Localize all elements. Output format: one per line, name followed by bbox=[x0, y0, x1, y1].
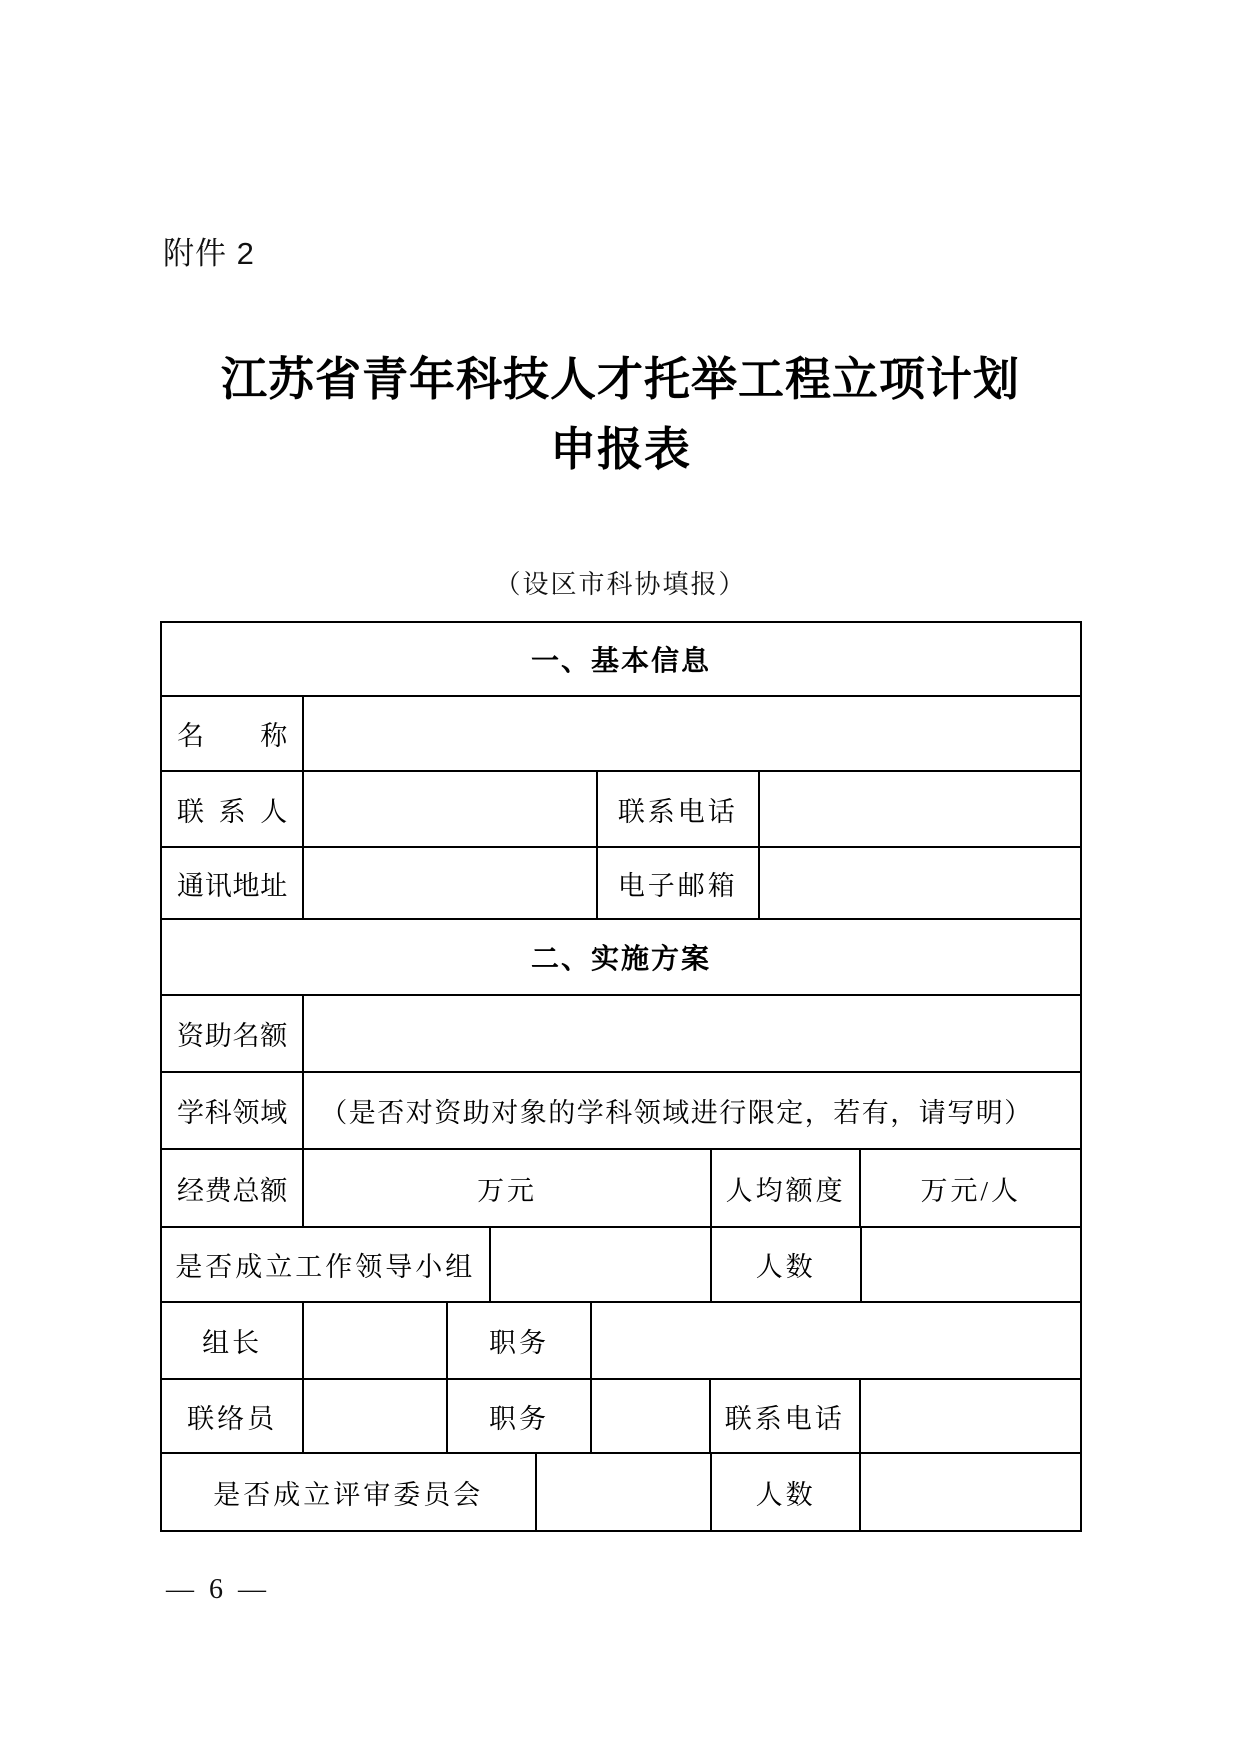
email-value-cell bbox=[760, 848, 1080, 918]
address-label: 通讯地址 bbox=[177, 870, 288, 901]
title-line-2: 申报表 bbox=[550, 424, 691, 475]
application-form-table bbox=[160, 621, 1082, 1532]
review-committee-label: 是否成立评审委员会 bbox=[162, 1454, 537, 1530]
table-row bbox=[162, 772, 1080, 848]
address-label-cell bbox=[162, 848, 304, 918]
subject-field-label-cell bbox=[162, 1073, 304, 1148]
liaison-position-label: 职务 bbox=[448, 1380, 591, 1452]
contact-phone-label: 联系电话 bbox=[598, 772, 760, 846]
liaison-phone-value-cell bbox=[861, 1380, 1080, 1452]
group-leader-position-value-cell bbox=[592, 1303, 1080, 1378]
table-row bbox=[162, 1073, 1080, 1150]
table-row bbox=[162, 1303, 1080, 1380]
total-budget-label-cell bbox=[162, 1150, 304, 1226]
attachment-label: 附件 2 bbox=[163, 236, 255, 271]
address-value-cell bbox=[304, 848, 598, 918]
group-leader-position-label: 职务 bbox=[448, 1303, 591, 1378]
liaison-position-value-cell bbox=[592, 1380, 711, 1452]
review-committee-value-cell bbox=[537, 1454, 712, 1530]
funding-quota-label: 资助名额 bbox=[177, 1021, 288, 1051]
table-row bbox=[162, 996, 1080, 1073]
page-number: — 6 — bbox=[166, 1574, 266, 1605]
group-leader-name-cell bbox=[304, 1303, 448, 1378]
contact-person-label: 联系人 bbox=[177, 796, 288, 827]
funding-quota-label-cell bbox=[162, 996, 304, 1071]
per-capita-unit: 万元/人 bbox=[920, 1175, 1021, 1206]
table-row bbox=[162, 1150, 1080, 1228]
liaison-name-cell bbox=[304, 1380, 448, 1452]
funding-quota-value-cell bbox=[304, 996, 1080, 1071]
total-budget-unit: 万元 bbox=[304, 1150, 712, 1226]
document-title bbox=[0, 345, 1241, 485]
contact-person-value-cell bbox=[304, 772, 598, 846]
title-line-1: 江苏省青年科技人才托举工程立项计划 bbox=[221, 354, 1020, 405]
contact-person-label-cell bbox=[162, 772, 304, 846]
per-capita-label: 人均额度 bbox=[712, 1150, 862, 1226]
leading-group-value-cell bbox=[491, 1228, 712, 1301]
review-headcount-label: 人数 bbox=[712, 1454, 862, 1530]
group-leader-label: 组长 bbox=[162, 1303, 304, 1378]
table-row bbox=[162, 848, 1080, 920]
liaison-phone-label: 联系电话 bbox=[711, 1380, 861, 1452]
section-1-header: 一、基本信息 bbox=[530, 645, 711, 676]
section-2-header: 二、实施方案 bbox=[530, 943, 711, 974]
name-value-cell bbox=[304, 697, 1080, 770]
name-label-cell bbox=[162, 697, 304, 770]
subject-field-label: 学科领域 bbox=[177, 1098, 288, 1128]
contact-phone-value-cell bbox=[760, 772, 1080, 846]
liaison-label: 联络员 bbox=[162, 1380, 304, 1452]
table-row bbox=[162, 920, 1080, 996]
leading-group-headcount-label: 人数 bbox=[712, 1228, 862, 1301]
total-budget-label: 经费总额 bbox=[177, 1175, 288, 1206]
subtitle: （设区市科协填报） bbox=[494, 570, 747, 599]
name-label: 名称 bbox=[177, 721, 288, 751]
table-row bbox=[162, 1228, 1080, 1303]
leading-group-label: 是否成立工作领导小组 bbox=[162, 1228, 491, 1301]
email-label: 电子邮箱 bbox=[598, 848, 760, 918]
leading-group-headcount-value-cell bbox=[862, 1228, 1080, 1301]
table-row bbox=[162, 697, 1080, 772]
subject-field-note: （是否对资助对象的学科领域进行限定，若有，请写明） bbox=[320, 1098, 1033, 1128]
table-row bbox=[162, 623, 1080, 697]
table-row bbox=[162, 1380, 1080, 1454]
review-headcount-value-cell bbox=[861, 1454, 1079, 1530]
table-row bbox=[162, 1454, 1080, 1530]
